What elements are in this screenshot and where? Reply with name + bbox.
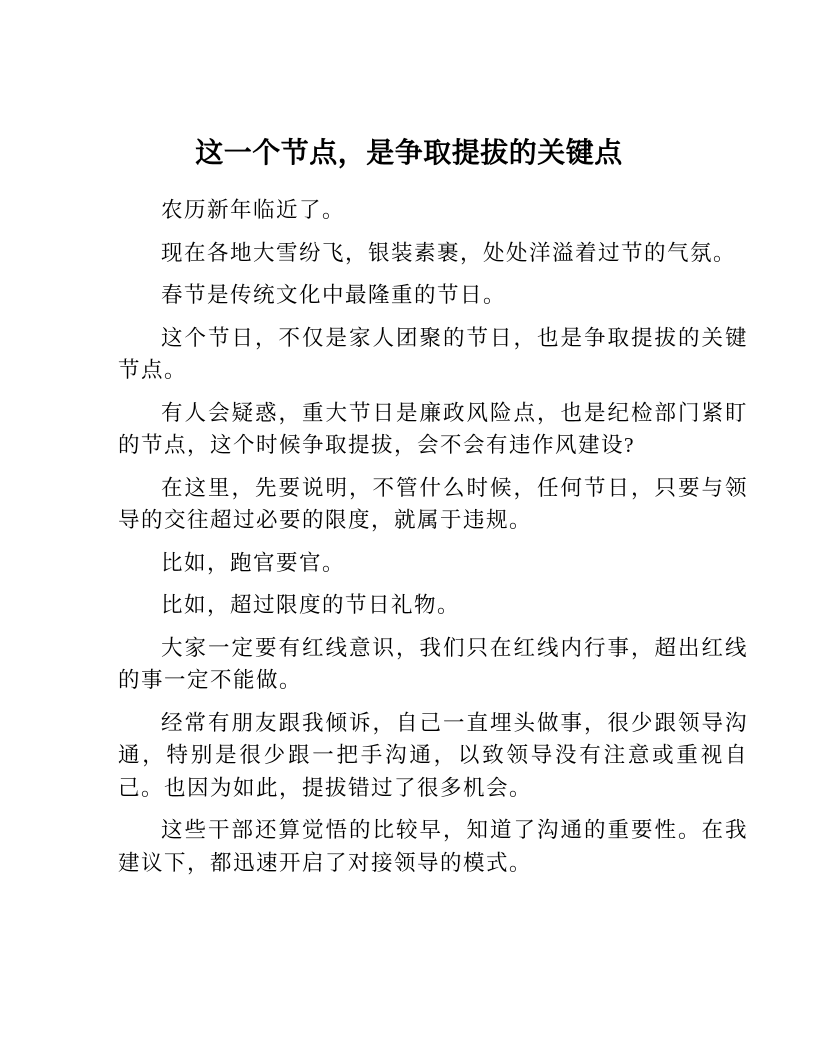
paragraph: 现在各地大雪纷飞，银装素裹，处处洋溢着过节的气氛。 [161, 240, 737, 265]
paragraph: 比如，超过限度的节日礼物。 [161, 593, 461, 617]
document-title: 这一个节点，是争取提拔的关键点 [195, 136, 623, 169]
paragraph: 在这里，先要说明，不管什么时候，任何节日，只要与领导的交往超过必要的限度，就属于违规。 [118, 475, 748, 532]
paragraph: 农历新年临近了。 [161, 198, 346, 222]
document-body [118, 194, 748, 879]
paragraph: 这些干部还算觉悟的比较早，知道了沟通的重要性。在我建议下，都迅速开启了对接领导的模式。 [118, 818, 748, 875]
paragraph: 春节是传统文化中最隆重的节日。 [161, 283, 507, 307]
paragraph: 大家一定要有红线意识，我们只在红线内行事，超出红线的事一定不能做。 [118, 635, 748, 692]
paragraph: 有人会疑惑，重大节日是廉政风险点，也是纪检部门紧盯的节点，这个时候争取提拔，会不会有违作风建设? [118, 400, 748, 457]
paragraph: 经常有朋友跟我倾诉，自己一直埋头做事，很少跟领导沟通，特别是很少跟一把手沟通，以致领导没有注意或重视自己。也因为如此，提拔错过了很多机会。 [118, 710, 748, 800]
paragraph: 这个节日，不仅是家人团聚的节日，也是争取提拔的关键节点。 [118, 325, 748, 382]
paragraph: 比如，跑官要官。 [161, 550, 346, 575]
